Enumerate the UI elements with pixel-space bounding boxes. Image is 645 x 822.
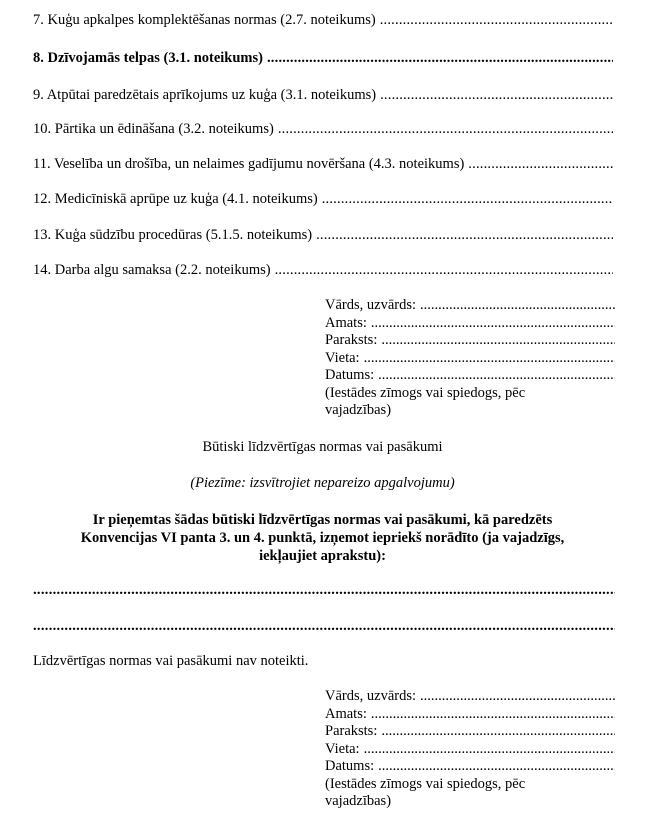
note-text: (Piezīme: izsvītrojiet nepareizo apgalvojumu) — [190, 475, 455, 491]
stamp-note-line2: vajadzības) — [325, 793, 392, 809]
item-8 — [33, 50, 613, 67]
dotted-leader — [316, 227, 613, 244]
statement-line2: Konvencijas VI panta 3. un 4. punktā, izņemot iepriekš norādīto (ja vajadzīgs, — [80, 530, 565, 546]
place-field: Vieta: ..... — [325, 350, 615, 368]
item-label: 9. Atpūtai paredzētais aprīkojums uz kuģa (3.1. noteikums) — [33, 87, 377, 103]
equivalent-measures-statement — [0, 511, 645, 565]
dotted-leader — [468, 156, 613, 173]
item-label: 8. Dzīvojamās telpas (3.1. noteikums) — [33, 50, 263, 66]
dotted-leader — [322, 191, 613, 208]
stamp-note-line2: vajadzības) — [325, 402, 392, 418]
statement-line1: Ir pieņemtas šādas būtiski līdzvērtīgas normas vai pasākumi, kā paredzēts — [92, 512, 553, 528]
item-label: 11. Veselība un drošība, un nelaimes gadījumu novēršana (4.3. noteikums) — [33, 156, 465, 172]
dotted-leader — [380, 12, 613, 29]
section-heading: Būtiski līdzvērtīgas normas vai pasākumi — [202, 439, 443, 455]
dotted-leader — [275, 262, 613, 279]
item-label: 13. Kuģa sūdzību procedūras (5.1.5. noteikums) — [33, 227, 313, 243]
position-field: Amats: ..... — [325, 706, 615, 724]
name-field: Vārds, uzvārds: ..... — [325, 688, 615, 706]
dotted-leader — [278, 121, 613, 138]
item-7 — [33, 12, 613, 29]
dotted-leader — [380, 87, 613, 104]
signature-field: Paraksts: ..... — [325, 332, 615, 350]
signature-field: Paraksts: ..... — [325, 723, 615, 741]
item-9 — [33, 87, 613, 104]
item-label: 10. Pārtika un ēdināšana (3.2. noteikums) — [33, 121, 274, 137]
no-equivalent-text: Līdzvērtīgas normas vai pasākumi nav noteikti. — [33, 653, 309, 669]
description-line-1 — [33, 582, 615, 599]
position-field: Amats: ..... — [325, 315, 615, 333]
item-label: 12. Medicīniskā aprūpe uz kuģa (4.1. noteikums) — [33, 191, 318, 207]
item-12 — [33, 191, 613, 208]
item-13 — [33, 227, 613, 244]
item-label: 14. Darba algu samaksa (2.2. noteikums) — [33, 262, 271, 278]
statement-line3: iekļaujiet aprakstu): — [259, 548, 386, 564]
signature-block-2 — [325, 688, 615, 811]
item-14 — [33, 262, 613, 279]
signature-block-1 — [325, 297, 615, 420]
stamp-note-line1: (Iestādes zīmogs vai spiedogs, pēc — [325, 384, 526, 401]
name-field: Vārds, uzvārds: ..... — [325, 297, 615, 315]
date-field: Datums: ..... — [325, 367, 615, 385]
dotted-leader — [267, 50, 613, 67]
item-10 — [33, 121, 613, 138]
item-11 — [33, 156, 613, 173]
item-label: 7. Kuģu apkalpes komplektēšanas normas (2.7. noteikums) — [33, 12, 376, 28]
stamp-note-line1: (Iestādes zīmogs vai spiedogs, pēc — [325, 775, 526, 792]
date-field: Datums: ..... — [325, 758, 615, 776]
description-line-2 — [33, 618, 615, 635]
place-field: Vieta: ..... — [325, 741, 615, 759]
